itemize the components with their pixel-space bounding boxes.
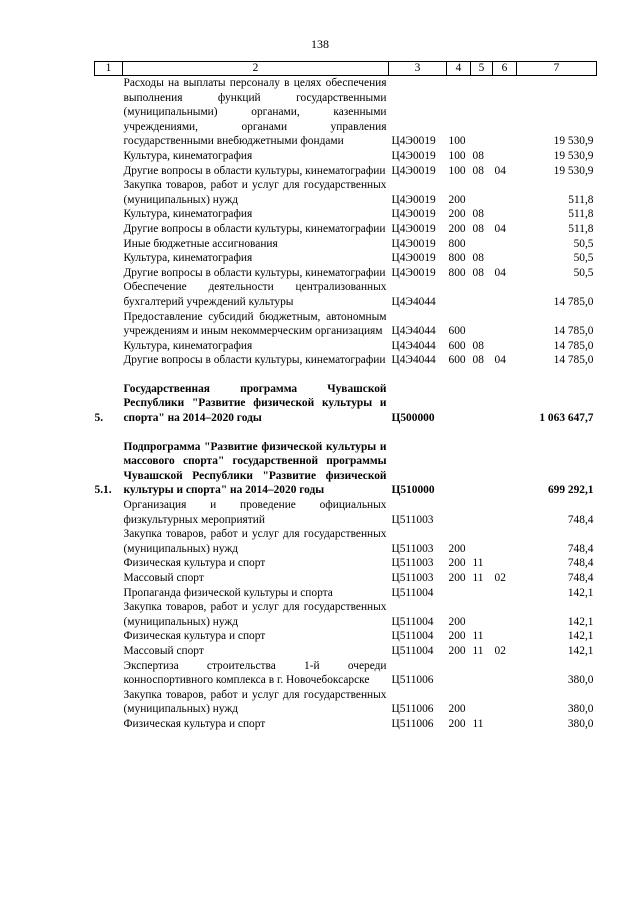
section-code [471,382,493,426]
table-row [95,207,597,222]
row-number [95,222,123,237]
subsection-code [493,76,517,149]
expense-type-code [447,498,471,527]
section-code [471,527,493,556]
subsection-code: 04 [494,266,506,279]
row-description: Другие вопросы в области культуры, кинематографии [123,354,386,367]
table-row [95,556,597,571]
amount-value: 50,5 [573,252,594,265]
amount-value: 748,4 [567,572,594,584]
target-article-code: Ц511006 [391,674,434,687]
table-row [95,659,597,688]
expense-type-code: 600 [448,339,466,352]
amount-value: 50,5 [573,237,594,250]
amount-value: 511,8 [568,208,594,221]
row-number [95,659,123,688]
row-number [95,688,123,717]
section-code [471,440,493,498]
budget-table [94,61,597,732]
target-article-code: Ц511006 [391,717,434,730]
target-article-code: Ц500000 [391,412,435,425]
subsection-code [493,659,517,688]
expense-type-code: 200 [448,644,466,657]
row-description: Физическая культура и спорт [123,717,266,730]
column-header-1: 1 [95,62,123,76]
amount-value: 14 785,0 [553,354,594,367]
subsection-code [493,310,517,339]
table-row [95,266,597,281]
subsection-code [493,251,517,266]
section-code: 08 [472,222,484,235]
amount-value: 142,1 [567,644,594,657]
row-description: Массовый спорт [123,572,204,584]
table-row [95,382,597,426]
section-code: 08 [472,164,484,177]
subsection-code [493,556,517,571]
expense-type-code: 200 [448,557,466,570]
table-row [95,353,597,368]
table-row [95,339,597,354]
amount-value: 14 785,0 [553,295,594,308]
section-code [471,178,493,207]
target-article-code: Ц4Э0019 [391,252,436,265]
expense-type-code: 200 [448,615,466,628]
row-description: Предоставление субсидий бюджетным, автономным учреждениям и иным некоммерческим организациям [123,310,387,338]
amount-value: 19 530,9 [553,149,594,162]
row-description: Закупка товаров, работ и услуг для государственных (муниципальных) нужд [123,601,387,628]
amount-value: 748,4 [567,513,594,526]
row-number [95,164,123,179]
expense-type-code: 200 [448,630,466,643]
section-code: 08 [472,208,484,221]
amount-value: 19 530,9 [553,135,594,148]
subsection-code [493,600,517,629]
amount-value: 511,8 [568,193,594,206]
row-number [95,266,123,281]
table-row [95,237,597,252]
row-description: Культура, кинематография [123,208,253,221]
amount-value: 50,5 [573,266,594,279]
spacer-row [95,426,597,440]
table-row [95,164,597,179]
row-description: Физическая культура и спорт [123,630,266,643]
row-number [95,251,123,266]
row-number [95,280,123,309]
row-number [95,629,123,644]
column-header-2: 2 [123,62,389,76]
row-description: Подпрограмма "Развитие физической культуры и массового спорта" государственной программы Чувашской Республики "Развитие физической культуры и спорта" на 2014–2020 годы [123,440,387,497]
expense-type-code: 100 [448,149,466,162]
amount-value: 511,8 [568,222,594,235]
section-code: 11 [472,572,484,584]
target-article-code: Ц4Э0019 [391,193,436,206]
row-number [95,586,123,601]
table-row [95,629,597,644]
subsection-code: 04 [494,354,506,367]
row-description: Пропаганда физической культуры и спорта [123,586,333,599]
page-number: 138 [311,37,329,51]
target-article-code: Ц4Э4044 [391,295,436,308]
row-description: Расходы на выплаты персоналу в целях обеспечения выполнения функций государственными (муниципальными) органами, казенными учреждениями, органами управления государственными внебюджетными фондами [123,77,387,148]
section-code: 11 [472,644,484,657]
subsection-code: 02 [494,572,506,584]
subsection-code [493,237,517,252]
subsection-code [493,440,517,498]
header-row [95,62,597,76]
section-code: 08 [472,339,484,352]
section-code: 11 [472,630,484,643]
expense-type-code [447,382,471,426]
subsection-code: 02 [494,644,506,657]
row-number [95,178,123,207]
expense-type-code: 200 [448,542,466,555]
amount-value: 380,0 [567,703,594,716]
expense-type-code: 200 [448,703,466,716]
table-row [95,76,597,149]
target-article-code: Ц4Э0019 [391,237,436,250]
row-number: 5. [94,412,104,425]
subsection-code [493,586,517,601]
expense-type-code: 200 [448,717,466,730]
subsection-code [493,207,517,222]
expense-type-code: 800 [448,266,466,279]
target-article-code: Ц511003 [391,572,434,584]
expense-type-code: 800 [448,252,466,265]
target-article-code: Ц511003 [391,542,434,555]
amount-value: 699 292,1 [547,484,594,497]
row-number [95,527,123,556]
row-number [95,717,123,732]
expense-type-code: 200 [448,208,466,221]
expense-type-code: 100 [448,164,466,177]
target-article-code: Ц4Э0019 [391,135,436,148]
row-description: Физическая культура и спорт [123,557,266,570]
subsection-code [493,339,517,354]
table-row [95,600,597,629]
row-number [95,600,123,629]
section-code [471,688,493,717]
section-code [471,280,493,309]
expense-type-code: 200 [448,572,466,584]
row-description: Организация и проведение официальных физкультурных мероприятий [123,499,387,526]
target-article-code: Ц511004 [391,630,434,643]
table-row [95,498,597,527]
column-header-3: 3 [389,62,447,76]
row-description: Массовый спорт [123,644,204,657]
section-code: 11 [472,717,484,730]
row-number [95,498,123,527]
subsection-code [493,498,517,527]
row-description: Культура, кинематография [123,252,253,265]
target-article-code: Ц4Э4044 [391,354,436,367]
expense-type-code [447,659,471,688]
row-description: Другие вопросы в области культуры, кинематографии [123,222,386,235]
section-code [471,586,493,601]
spacer-cell [95,426,597,440]
expense-type-code: 600 [448,354,466,367]
column-header-5: 5 [471,62,493,76]
spacer-cell [95,368,597,382]
section-code: 08 [472,149,484,162]
expense-type-code: 600 [448,325,466,338]
table-row [95,440,597,498]
section-code: 08 [472,266,484,279]
table-row [95,644,597,659]
row-description: Культура, кинематография [123,149,253,162]
target-article-code: Ц511006 [391,703,434,716]
table-row [95,571,597,586]
amount-value: 748,4 [567,557,594,570]
row-number: 5.1. [94,484,112,497]
table-row [95,586,597,601]
target-article-code: Ц511004 [391,644,434,657]
subsection-code [493,688,517,717]
amount-value: 380,0 [567,674,594,687]
table-row [95,178,597,207]
column-header-4: 4 [447,62,471,76]
column-header-7: 7 [517,62,597,76]
section-code [471,76,493,149]
section-code [471,237,493,252]
row-number [95,237,123,252]
row-description: Государственная программа Чувашской Республики "Развитие физической культуры и спорта" на 2014–2020 годы [123,382,387,425]
section-code: 08 [472,354,484,367]
section-code [471,498,493,527]
row-number [95,353,123,368]
target-article-code: Ц4Э0019 [391,208,436,221]
table-row [95,280,597,309]
section-code: 11 [472,557,484,570]
section-code [471,659,493,688]
target-article-code: Ц511004 [391,586,434,599]
amount-value: 19 530,9 [553,164,594,177]
target-article-code: Ц4Э0019 [391,222,436,235]
subsection-code: 04 [494,164,506,177]
section-code [471,600,493,629]
row-description: Закупка товаров, работ и услуг для государственных (муниципальных) нужд [123,688,387,716]
amount-value: 142,1 [567,630,594,643]
row-number [95,571,123,586]
amount-value: 142,1 [567,615,594,628]
expense-type-code [447,586,471,601]
subsection-code [493,629,517,644]
section-code: 08 [472,252,484,265]
target-article-code: Ц510000 [391,484,435,497]
table-row [95,688,597,717]
row-description: Другие вопросы в области культуры, кинематографии [123,164,386,177]
row-description: Обеспечение деятельности централизованных бухгалтерий учреждений культуры [123,281,387,308]
target-article-code: Ц511004 [391,615,434,628]
row-description: Иные бюджетные ассигнования [123,237,278,250]
table-row [95,251,597,266]
target-article-code: Ц4Э0019 [391,266,436,279]
expense-type-code [447,440,471,498]
amount-value: 380,0 [567,717,594,730]
table-row [95,717,597,732]
amount-value: 1 063 647,7 [539,412,594,425]
row-description: Закупка товаров, работ и услуг для государственных (муниципальных) нужд [123,528,387,555]
expense-type-code [447,280,471,309]
table-row [95,527,597,556]
target-article-code: Ц4Э4044 [391,325,436,338]
table-row [95,149,597,164]
section-code [471,310,493,339]
subsection-code: 04 [494,222,506,235]
row-number [95,76,123,149]
subsection-code [493,149,517,164]
subsection-code [493,280,517,309]
expense-type-code: 200 [448,193,466,206]
table-body [95,76,597,732]
amount-value: 142,1 [567,586,594,599]
target-article-code: Ц511003 [391,513,434,526]
subsection-code [493,178,517,207]
row-description: Экспертиза строительства 1-й очереди конноспортивного комплекса в г. Новочебоксарске [123,659,387,687]
spacer-row [95,368,597,382]
row-description: Закупка товаров, работ и услуг для государственных (муниципальных) нужд [123,179,387,206]
row-number [95,149,123,164]
amount-value: 14 785,0 [553,339,594,352]
row-number [95,310,123,339]
subsection-code [493,527,517,556]
target-article-code: Ц4Э0019 [391,164,436,177]
expense-type-code: 200 [448,222,466,235]
row-number [95,339,123,354]
row-description: Культура, кинематография [123,339,253,352]
target-article-code: Ц4Э0019 [391,149,436,162]
row-description: Другие вопросы в области культуры, кинематографии [123,266,386,279]
subsection-code [493,717,517,732]
row-number [95,207,123,222]
amount-value: 14 785,0 [553,325,594,338]
expense-type-code: 800 [448,237,466,250]
row-number [95,556,123,571]
target-article-code: Ц511003 [391,557,434,570]
target-article-code: Ц4Э4044 [391,339,436,352]
column-header-6: 6 [493,62,517,76]
expense-type-code: 100 [448,135,466,148]
subsection-code [493,382,517,426]
table-row [95,222,597,237]
row-number [95,644,123,659]
amount-value: 748,4 [567,542,594,555]
table-row [95,310,597,339]
